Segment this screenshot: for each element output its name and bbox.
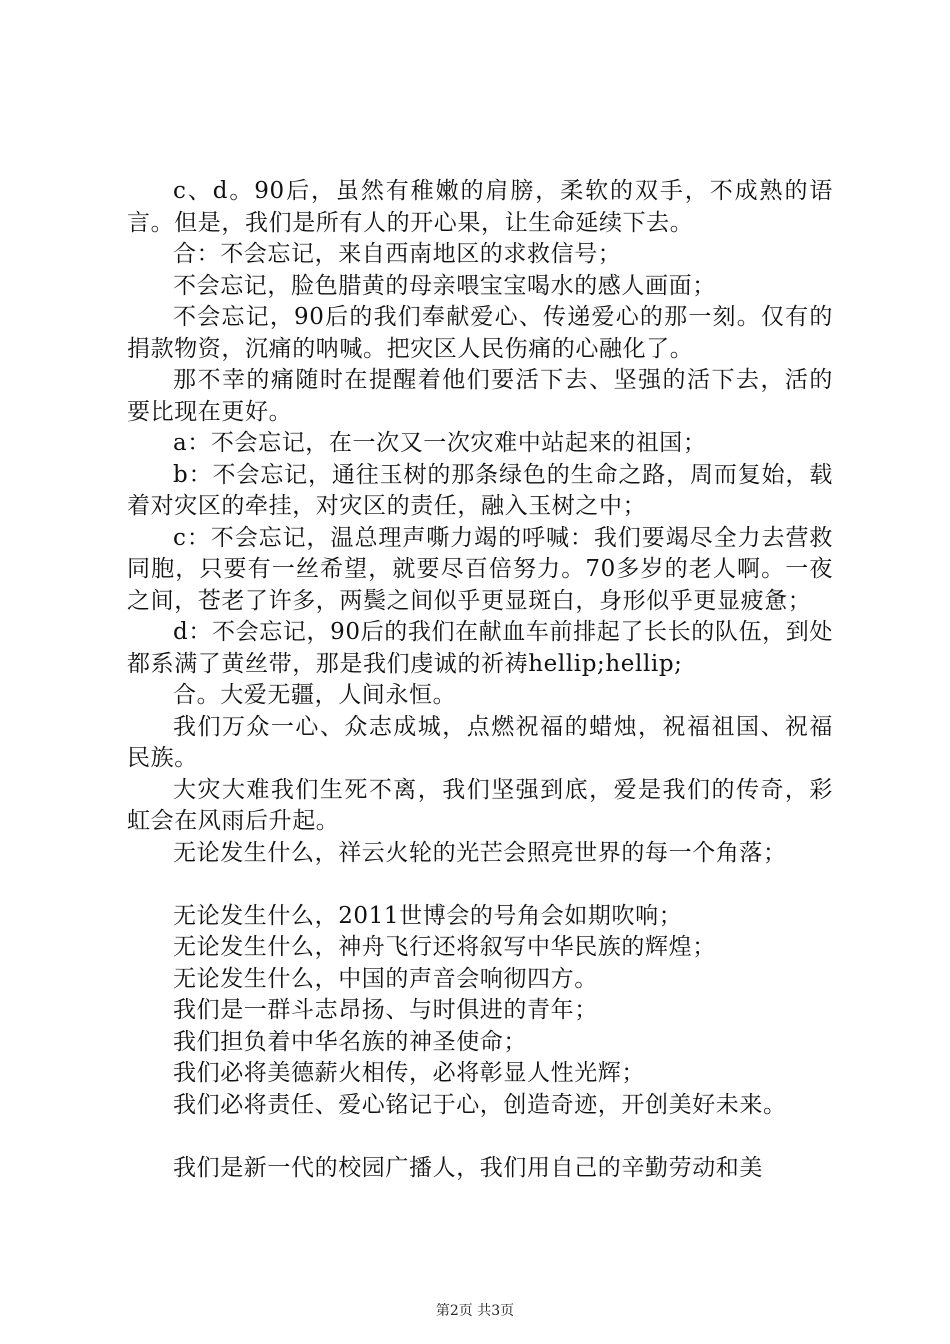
paragraph: 无论发生什么，2011世博会的号角会如期吹响； — [173, 902, 683, 929]
paragraph: 我们担负着中华名族的神圣使命； — [173, 1028, 527, 1055]
paragraph: 大灾大难我们生死不离，我们坚强到底，爱是我们的传奇，彩虹会在风雨后升起。 — [127, 776, 833, 834]
paragraph: 我们万众一心、众志成城，点燃祝福的蜡烛，祝福祖国、祝福民族。 — [127, 713, 833, 771]
paragraph: 不会忘记，脸色腊黄的母亲喂宝宝喝水的感人画面； — [173, 272, 716, 299]
paragraph: a：不会忘记，在一次又一次灾难中站起来的祖国； — [173, 430, 707, 456]
page-number-footer: 第2页 共3页 — [435, 1303, 515, 1319]
paragraph: b：不会忘记，通往玉树的那条绿色的生命之路，周而复始，载着对灾区的牵挂，对灾区的责任，融入玉树之中； — [127, 461, 833, 519]
paragraph: 我们是新一代的校园广播人，我们用自己的辛勤劳动和美 — [173, 1154, 763, 1181]
paragraph: 无论发生什么，祥云火轮的光芒会照亮世界的每一个角落； — [173, 839, 787, 866]
paragraph: 那不幸的痛随时在提醒着他们要活下去、坚强的活下去，活的要比现在更好。 — [127, 367, 833, 425]
blank-line — [127, 1121, 833, 1153]
paragraph: 无论发生什么，神舟飞行还将叙写中华民族的辉煌； — [173, 934, 716, 960]
paragraph: d：不会忘记，90后的我们在献血车前排起了长长的队伍，到处都系满了黄丝带，那是我们虔诚的祈祷hellip;hellip; — [127, 619, 833, 677]
paragraph: c：不会忘记，温总理声嘶力竭的呼喊：我们要竭尽全力去营救同胞，只要有一丝希望，就要尽百倍努力。70多岁的老人啊。一夜之间，苍老了许多，两鬓之间似乎更显斑白，身形似乎更显疲惫； — [127, 524, 833, 614]
paragraph: 我们是一群斗志昂扬、与时俱进的青年； — [173, 997, 598, 1023]
paragraph: 不会忘记，90后的我们奉献爱心、传递爱心的那一刻。仅有的捐款物资，沉痛的呐喊。把灾区人民伤痛的心融化了。 — [127, 304, 833, 362]
paragraph: 无论发生什么，中国的声音会响彻四方。 — [173, 965, 598, 992]
blank-line — [127, 869, 833, 901]
paragraph: 我们必将责任、爱心铭记于心，创造奇迹，开创美好未来。 — [173, 1091, 787, 1118]
paragraph: 我们必将美德薪火相传，必将彰显人性光辉； — [173, 1060, 645, 1086]
paragraph: 合：不会忘记，来自西南地区的求救信号； — [173, 241, 622, 267]
body-text — [127, 176, 833, 1184]
paragraph: 合。大爱无疆，人间永恒。 — [173, 682, 457, 708]
paragraph: c、d。90后，虽然有稚嫩的肩膀，柔软的双手，不成熟的语言。但是，我们是所有人的开心果，让生命延续下去。 — [127, 178, 833, 236]
